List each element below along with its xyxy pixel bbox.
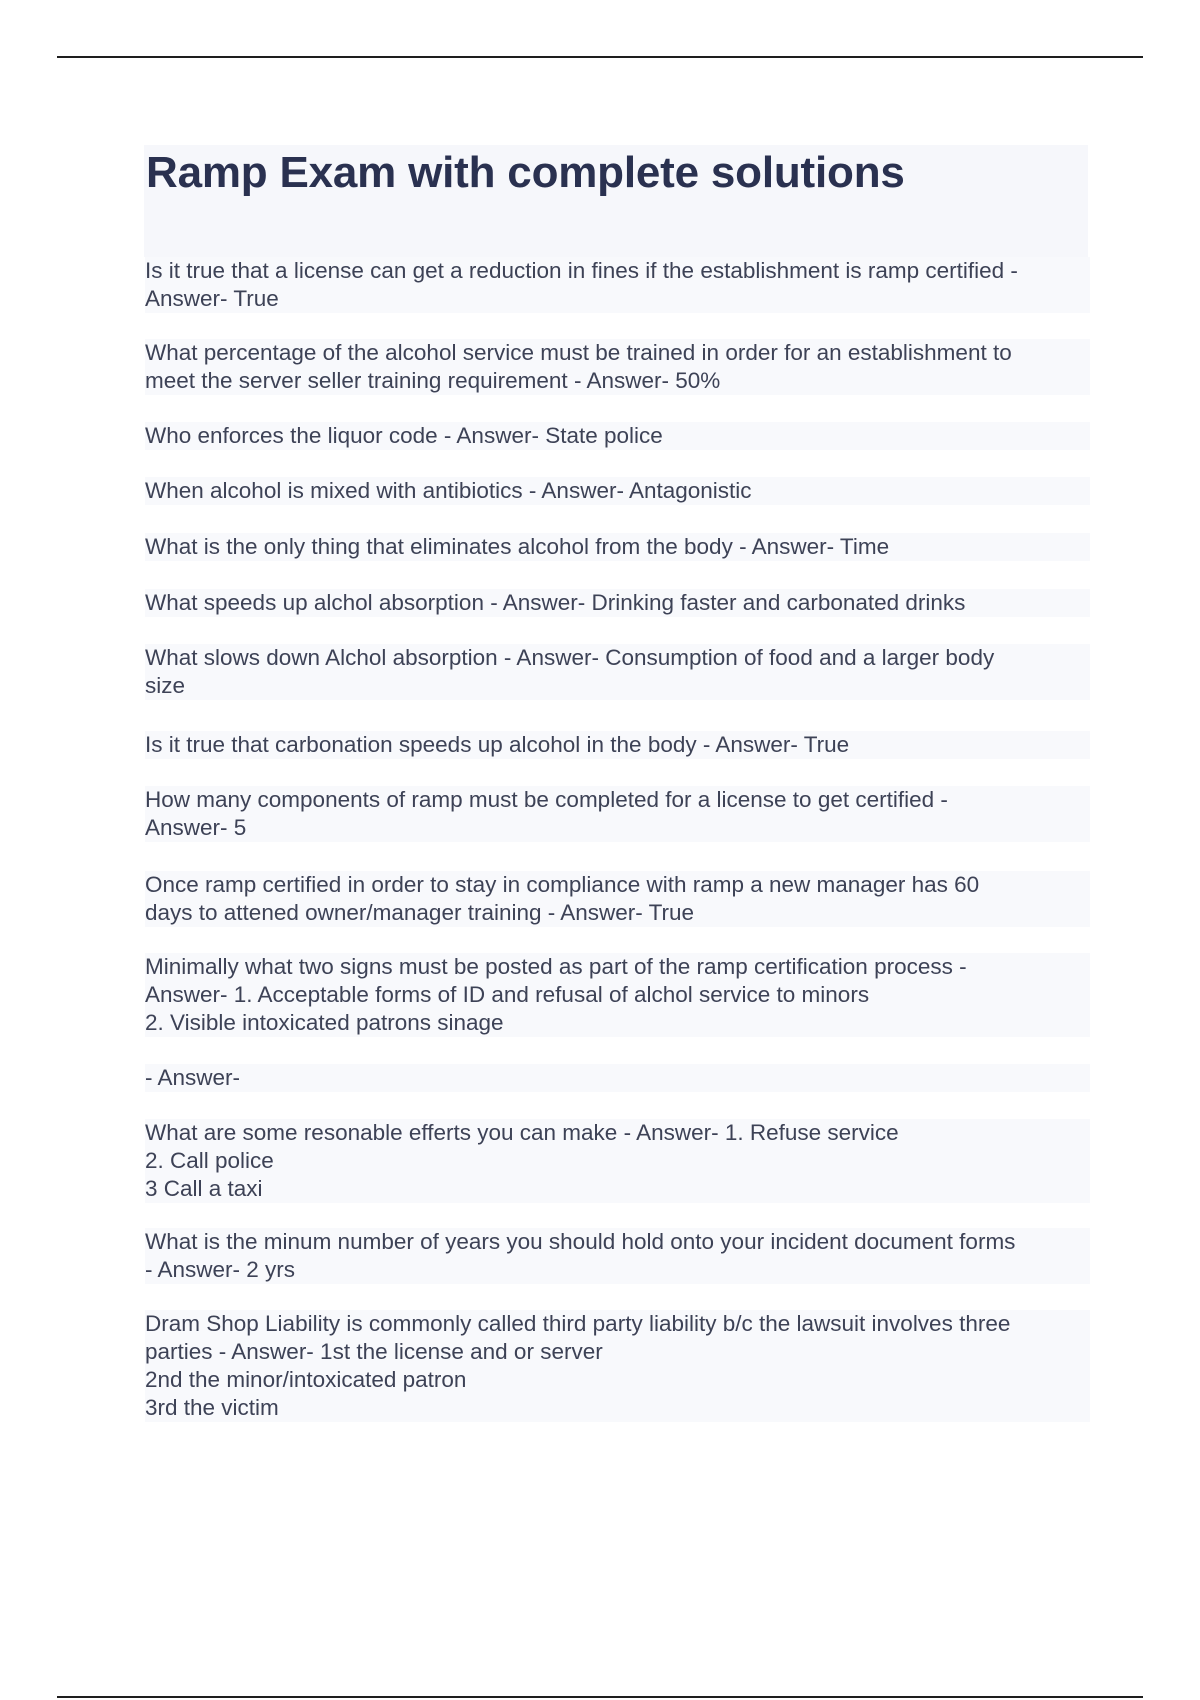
- qa-item-8: Is it true that carbonation speeds up alcohol in the body - Answer- True: [145, 731, 1090, 759]
- qa-item-6: What speeds up alchol absorption - Answer- Drinking faster and carbonated drinks: [145, 589, 1090, 617]
- qa-item-5: What is the only thing that eliminates alcohol from the body - Answer- Time: [145, 533, 1090, 561]
- qa-item-9: How many components of ramp must be completed for a license to get certified - Answer- 5: [145, 786, 1090, 842]
- qa-item-15: Dram Shop Liability is commonly called third party liability b/c the lawsuit involves three parties - Answer- 1st the license and or server 2nd the minor/intoxicated patron 3rd the victim: [145, 1310, 1090, 1422]
- qa-item-12: - Answer-: [145, 1064, 1090, 1092]
- qa-item-11: Minimally what two signs must be posted as part of the ramp certification process - Answer- 1. Acceptable forms of ID and refusal of alchol service to minors 2. Visible intoxicated patrons sinage: [145, 953, 1090, 1037]
- qa-item-4: When alcohol is mixed with antibiotics - Answer- Antagonistic: [145, 477, 1090, 505]
- qa-item-14: What is the minum number of years you should hold onto your incident document forms - Answer- 2 yrs: [145, 1228, 1090, 1284]
- qa-item-3: Who enforces the liquor code - Answer- State police: [145, 422, 1090, 450]
- qa-item-13: What are some resonable efferts you can make - Answer- 1. Refuse service 2. Call police 3 Call a taxi: [145, 1119, 1090, 1203]
- page-title: Ramp Exam with complete solutions: [146, 148, 905, 197]
- qa-item-7: What slows down Alchol absorption - Answer- Consumption of food and a larger body size: [145, 644, 1090, 700]
- top-rule: [57, 56, 1143, 58]
- qa-item-2: What percentage of the alcohol service must be trained in order for an establishment to meet the server seller training requirement - Answer- 50%: [145, 339, 1090, 395]
- qa-item-1: Is it true that a license can get a reduction in fines if the establishment is ramp certified - Answer- True: [145, 257, 1090, 313]
- title-block: [144, 145, 1088, 257]
- qa-item-10: Once ramp certified in order to stay in compliance with ramp a new manager has 60 days to attened owner/manager training - Answer- True: [145, 871, 1090, 927]
- bottom-rule: [57, 1696, 1143, 1698]
